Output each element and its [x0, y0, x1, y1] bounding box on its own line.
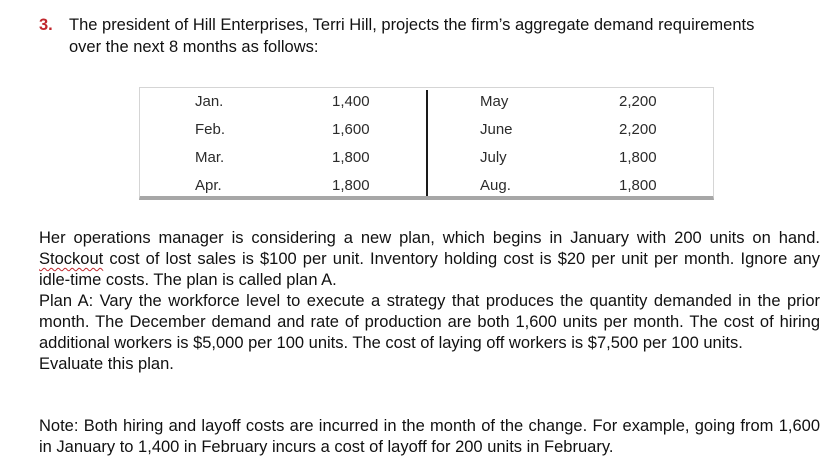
- table-demand-jan: 1,400: [332, 93, 370, 110]
- table-demand-mar: 1,800: [332, 149, 370, 166]
- table-month-june: June: [480, 121, 513, 138]
- note-block: [39, 416, 820, 458]
- table-demand-july: 1,800: [619, 149, 657, 166]
- problem-body: [39, 228, 820, 375]
- table-demand-aug: 1,800: [619, 177, 657, 194]
- table-month-mar: Mar.: [195, 149, 225, 166]
- paragraph-plan-context-a: Her operations manager is considering a new plan, which begins in January with 200 units on hand.: [39, 229, 820, 247]
- demand-table: [139, 87, 714, 200]
- paragraph-plan-context-b: cost of lost sales is $100 per unit. Inventory holding cost is $20 per unit per month. Ignore any idle-time costs. The plan is called plan A.: [39, 250, 820, 289]
- stockout-word: Stockout: [39, 250, 104, 268]
- paragraph-plan-a: Plan A: Vary the workforce level to execute a strategy that produces the quantity demanded in the prior month. The December demand and rate of production are both 1,600 units per month. The cost of hiring additional workers is $5,000 per 100 units. The cost of laying off workers is $7,500 per 100 units.: [39, 292, 820, 352]
- problem-intro-line-2: over the next 8 months as follows:: [69, 38, 319, 56]
- problem-statement: [39, 14, 824, 58]
- problem-intro-line-1: The president of Hill Enterprises, Terri Hill, projects the firm’s aggregate demand requirements: [69, 16, 755, 34]
- table-month-feb: Feb.: [195, 121, 226, 138]
- table-month-jan: Jan.: [195, 93, 224, 110]
- note-text: Note: Both hiring and layoff costs are incurred in the month of the change. For example, going from 1,600 in January to 1,400 in February incurs a cost of layoff for 200 units in February.: [39, 417, 820, 456]
- table-month-may: May: [480, 93, 509, 110]
- problem-number: 3.: [39, 16, 53, 34]
- paragraph-plan-context: [39, 228, 820, 291]
- table-demand-feb: 1,600: [332, 121, 370, 138]
- table-demand-apr: 1,800: [332, 177, 370, 194]
- table-demand-june: 2,200: [619, 121, 657, 138]
- table-month-aug: Aug.: [480, 177, 511, 194]
- table-divider: [426, 90, 428, 196]
- table-month-july: July: [480, 149, 507, 166]
- table-demand-may: 2,200: [619, 93, 657, 110]
- paragraph-evaluate: Evaluate this plan.: [39, 355, 174, 373]
- table-month-apr: Apr.: [195, 177, 222, 194]
